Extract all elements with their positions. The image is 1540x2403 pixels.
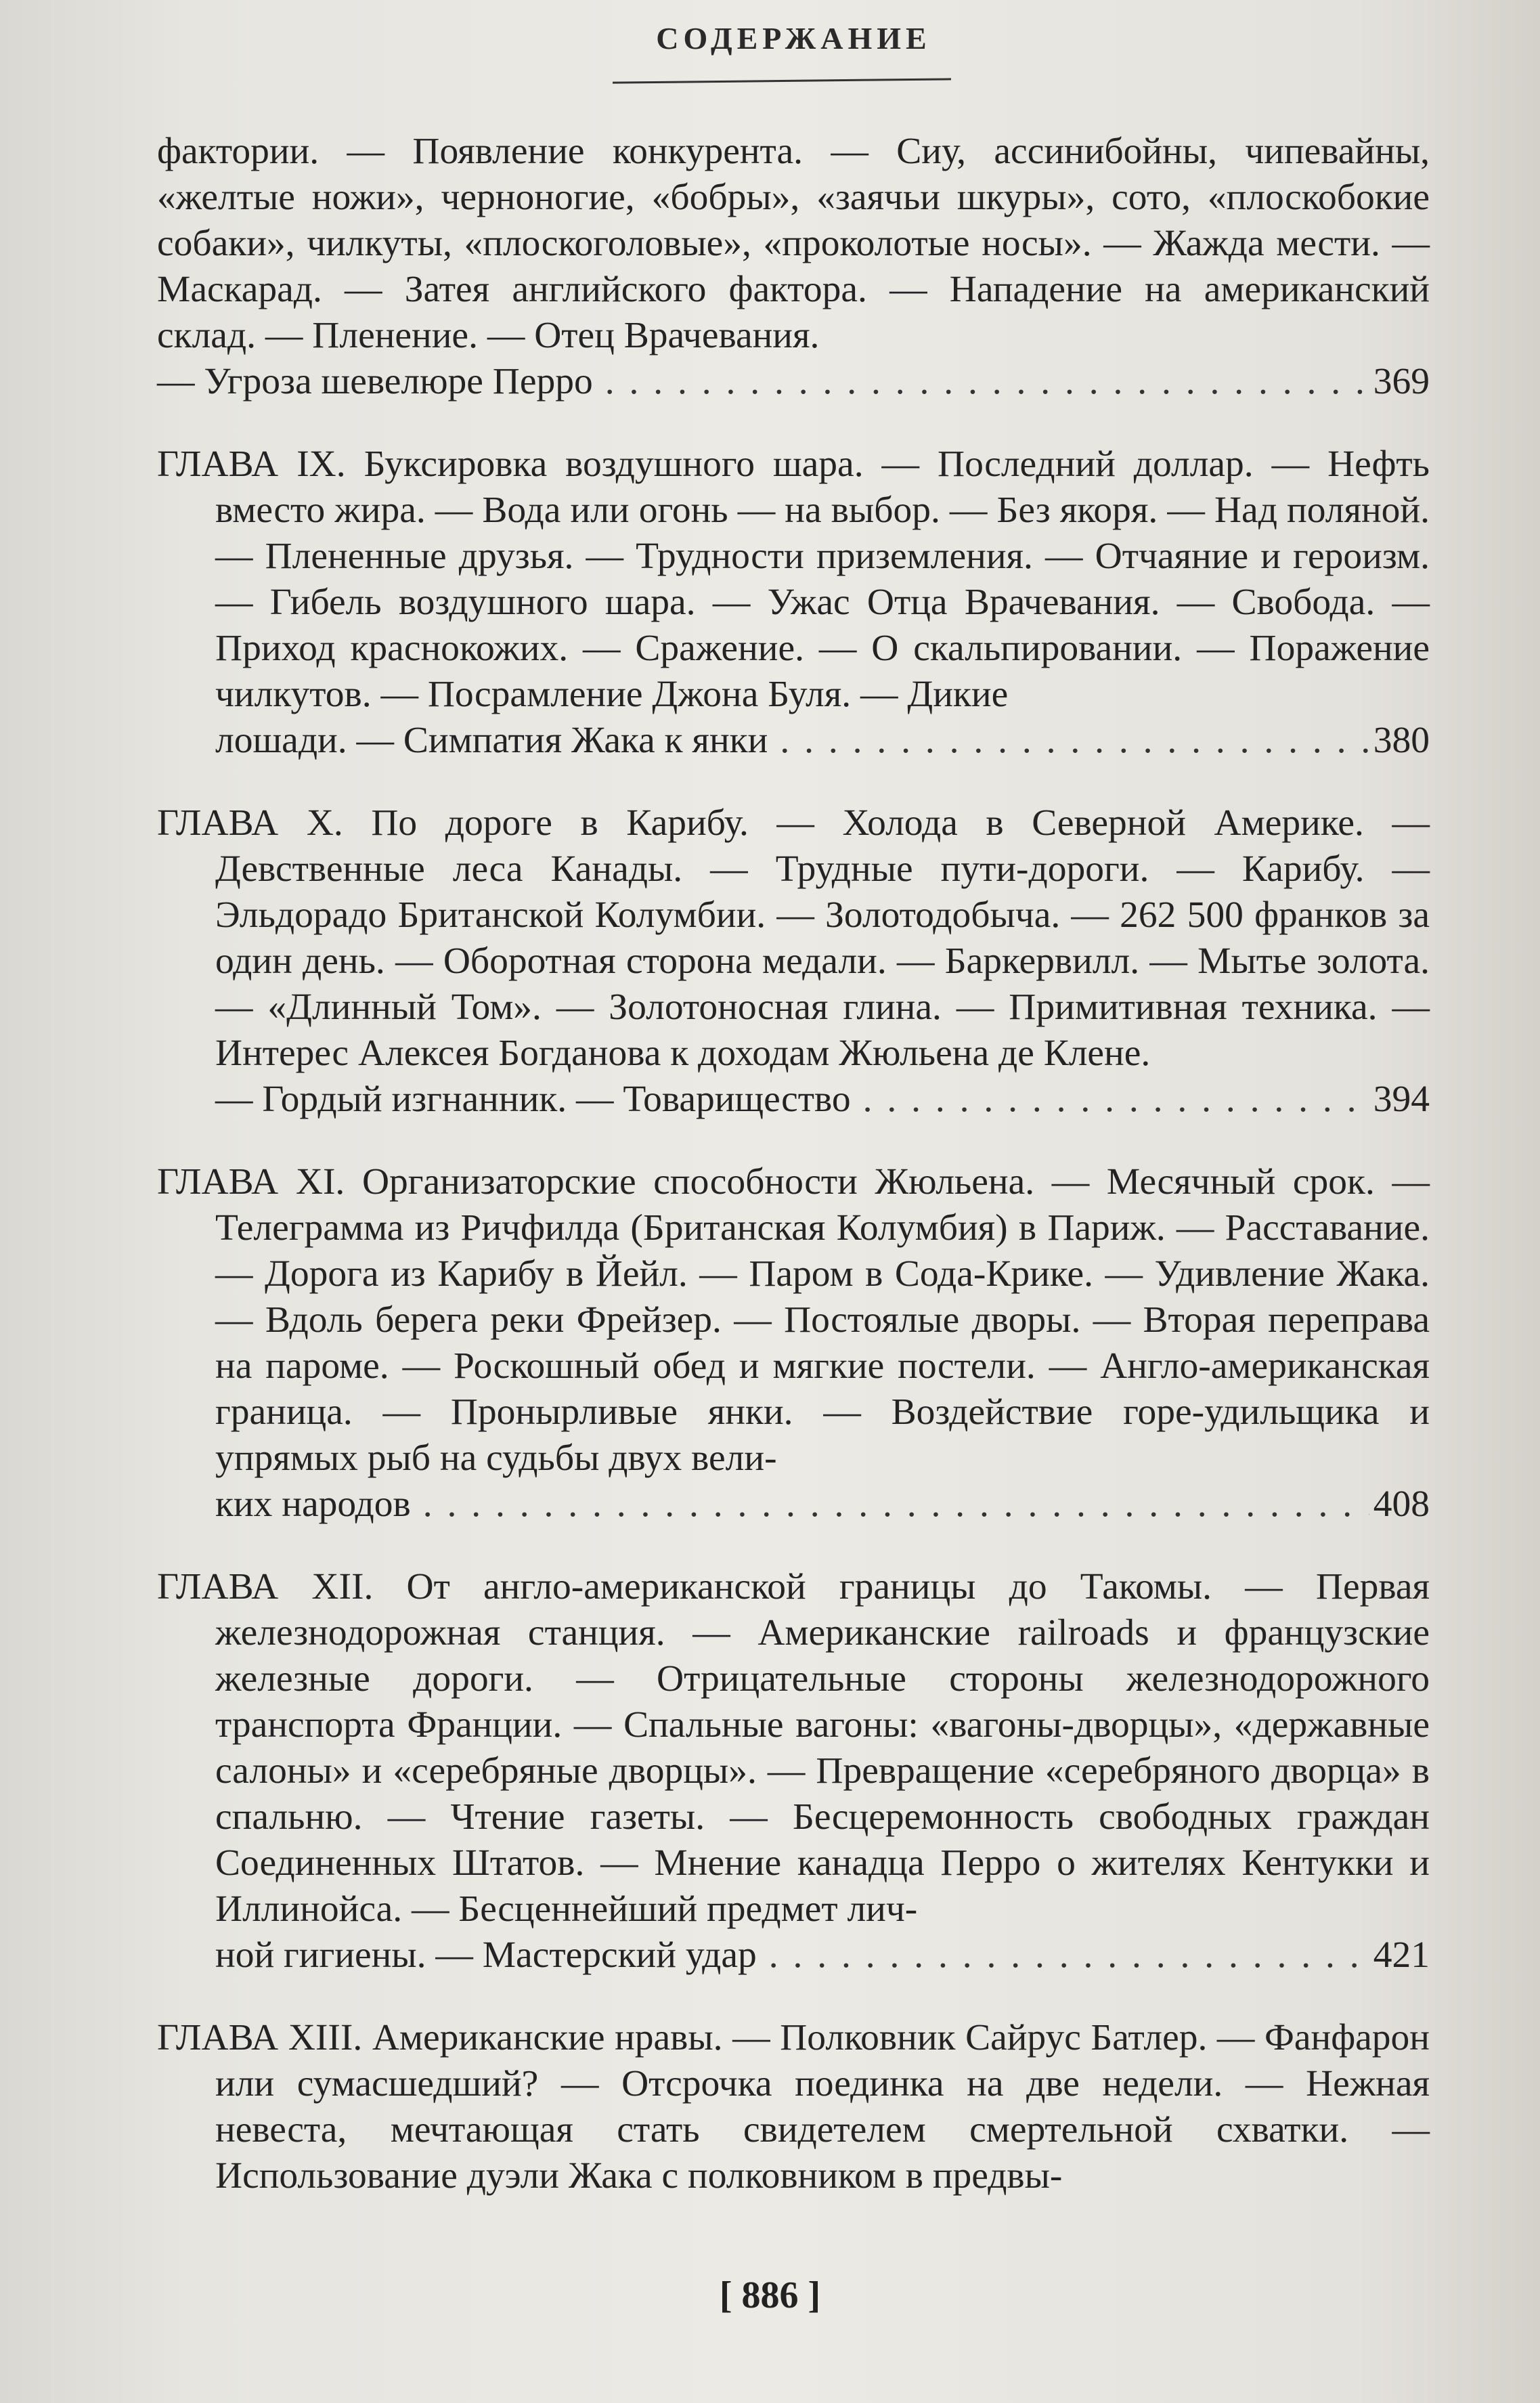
- toc-entry-chapter-12: [157, 1564, 1430, 1978]
- dot-leader: [780, 718, 1369, 764]
- toc-entry-text: ГЛАВА XII. От англо-американской границы до Такомы. — Первая железнодорожная станция. — Американские railroads и французские железные дороги. — Отрицательные стороны железнодорожного транспорта Франции. — Спальные вагоны: «вагоны-дворцы», «державные салоны» и «серебряные дворцы». — Превращение «серебряного дворца» в спальню. — Чтение газеты. — Бесцеремонность свободных граждан Соединенных Штатов. — Мнение канадца Перро о жителях Кентукки и Иллинойса. — Бесценнейший предмет лич-: [157, 1566, 1430, 1930]
- running-head: [0, 20, 1540, 56]
- running-head-title: СОДЕРЖАНИЕ: [656, 21, 931, 56]
- toc-page-number: 421: [1373, 1934, 1430, 1976]
- entry-gap: [157, 1123, 1430, 1159]
- toc-entry-last-line: лошади. — Симпатия Жака к янки: [215, 720, 768, 761]
- entry-gap: [157, 1978, 1430, 2015]
- dot-leader: [423, 1481, 1369, 1528]
- toc-entry-last-line: ких народов: [215, 1484, 411, 1525]
- toc-entry-chapter-13: [157, 2015, 1430, 2199]
- toc-page-number: 408: [1373, 1484, 1430, 1525]
- entry-gap: [157, 1528, 1430, 1564]
- dot-leader: [605, 359, 1369, 405]
- toc-entry-leader-line: [157, 1077, 1430, 1123]
- toc-entry-text: ГЛАВА XI. Организаторские способности Жюльена. — Месячный срок. — Телеграмма из Ричфилда (Британская Колумбия) в Париж. — Расставание. — Дорога из Карибу в Йейл. — Паром в Сода-Крике. — Удивление Жака. — Вдоль берега реки Фрейзер. — Постоялые дворы. — Вторая переправа на пароме. — Роскошный обед и мягкие постели. — Англо-американская граница. — Пронырливые янки. — Воздействие горе-удильщика и упрямых рыб на судьбы двух вели-: [157, 1161, 1430, 1479]
- running-head-rule: [613, 78, 951, 83]
- toc-entry-leader-line: [157, 1932, 1430, 1978]
- toc-entry-leader-line: [157, 718, 1430, 764]
- toc-entry-leader-line: [157, 1481, 1430, 1528]
- toc-entry-last-line: — Гордый изгнанник. — Товарищество: [215, 1079, 851, 1120]
- table-of-contents: [157, 129, 1430, 2199]
- toc-entry-text: ГЛАВА IX. Буксировка воздушного шара. — Последний доллар. — Нефть вместо жира. — Вода или огонь — на выбор. — Без якоря. — Над поляной. — Плененные друзья. — Трудности приземления. — Отчаяние и героизм. — Гибель воздушного шара. — Ужас Отца Врачевания. — Свобода. — Приход краснокожих. — Сражение. — О скальпировании. — Поражение чилкутов. — Посрамление Джона Буля. — Дикие: [157, 443, 1430, 715]
- dot-leader: [769, 1932, 1369, 1978]
- dot-leader: [863, 1077, 1369, 1123]
- entry-gap: [157, 764, 1430, 800]
- page-number-folio: [ 886 ]: [719, 2274, 821, 2316]
- toc-entry-text: ГЛАВА XIII. Американские нравы. — Полковник Сайрус Батлер. — Фанфарон или сумасшедший? — Отсрочка поединка на две недели. — Нежная невеста, мечтающая стать свидетелем смертельной схватки. — Использование дуэли Жака с полковником в предвы-: [157, 2017, 1430, 2196]
- toc-page-number: 394: [1373, 1079, 1430, 1120]
- toc-entry-last-line: ной гигиены. — Мастерский удар: [215, 1934, 757, 1976]
- toc-entry-last-line: — Угроза шевелюре Перро: [157, 361, 593, 402]
- toc-entry-text: ГЛАВА X. По дороге в Карибу. — Холода в Северной Америке. — Девственные леса Канады. — Трудные пути-дороги. — Карибу. — Эльдорадо Британской Колумбии. — Золотодобыча. — 262 500 франков за один день. — Оборотная сторона медали. — Баркервилл. — Мытье золота. — «Длинный Том». — Золотоносная глина. — Примитивная техника. — Интерес Алексея Богданова к доходам Жюльена де Клене.: [157, 802, 1430, 1074]
- toc-entry-chapter-9: [157, 441, 1430, 764]
- toc-page-number: 369: [1373, 361, 1430, 402]
- toc-page-number: 380: [1373, 720, 1430, 761]
- entry-gap: [157, 405, 1430, 441]
- toc-entry-chapter-11: [157, 1159, 1430, 1528]
- toc-entry-text: фактории. — Появление конкурента. — Сиу, ассинибойны, чипевайны, «желтые ножи», черноногие, «бобры», «заячьи шкуры», сото, «плоскобокие собаки», чилкуты, «плоскоголовые», «проколотые носы». — Жажда мести. — Маскарад. — Затея английского фактора. — Нападение на американский склад. — Пленение. — Отец Врачевания.: [157, 131, 1430, 356]
- toc-entry-continuation: [157, 129, 1430, 405]
- toc-entry-chapter-10: [157, 800, 1430, 1123]
- toc-entry-leader-line: [157, 359, 1430, 405]
